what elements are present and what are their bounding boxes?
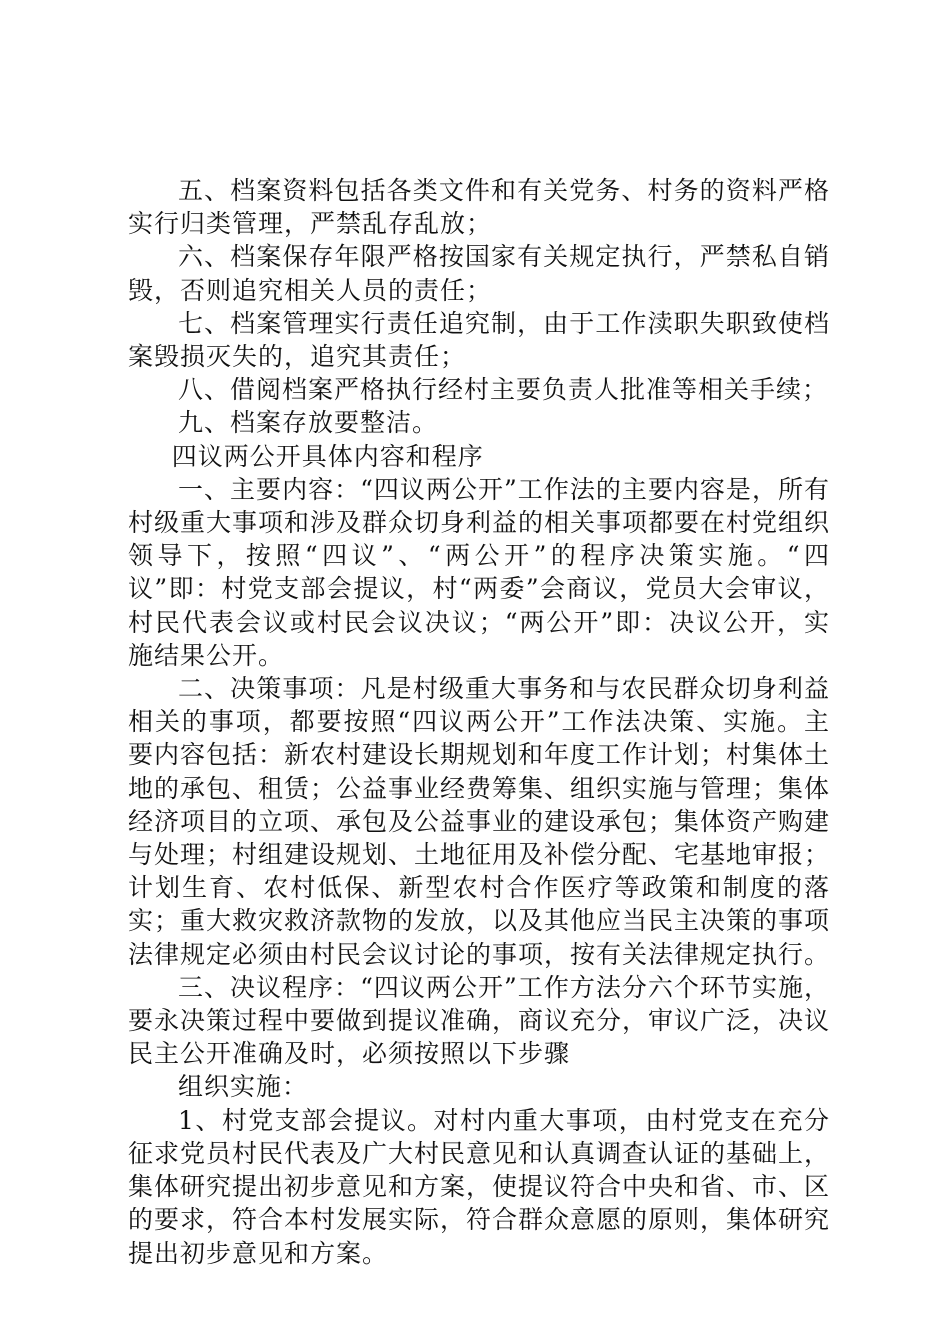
paragraph-archive-rule-8: 八、借阅档案严格执行经村主要负责人批准等相关手续； bbox=[178, 375, 829, 405]
paragraph-decision-items: 二、决策事项：凡是村级重大事务和与农民群众切身利益相关的事项，都要按照“四议两公开”工作法决策、实施。主要内容包括：新农村建设长期规划和年度工作计划；村集体土地的承包、租赁；公益事业经费筹集、组织实施与管理；集体经济项目的立项、承包及公益事业的建设承包；集体资产购建与处理；村组建设规划、土地征用及补偿分配、宅基地审报；计划生育、农村低保、新型农村合作医疗等政策和制度的落实；重大救灾救济款物的发放，以及其他应当民主决策的事项法律规定必须由村民会议讨论的事项，按有关法律规定执行。 bbox=[128, 674, 831, 969]
paragraph-archive-rule-6: 六、档案保存年限严格按国家有关规定执行，严禁私自销毁，否则追究相关人员的责任； bbox=[128, 242, 830, 305]
paragraph-resolution-procedure: 三、决议程序：“四议两公开”工作方法分六个环节实施，要永决策过程中要做到提议准确，商议充分，审议广泛，决议民主公开准确及时，必须按照以下步骤 bbox=[128, 972, 831, 1069]
paragraph-step-1: 1、村党支部会提议。对村内重大事项，由村党支在充分征求党员村民代表及广大村民意见和认真调查认证的基础上，集体研究提出初步意见和方案，使提议符合中央和省、市、区的要求，符合本村发展实际，符合群众意愿的原则，集体研究提出初步意见和方案。 bbox=[128, 1105, 831, 1268]
section-heading: 四议两公开具体内容和程序 bbox=[171, 441, 484, 471]
paragraph-organize-implementation: 组织实施： bbox=[178, 1072, 309, 1102]
paragraph-archive-rule-7: 七、档案管理实行责任追究制，由于工作渎职失职致使档案毁损灭失的，追究其责任； bbox=[128, 308, 830, 372]
document-page bbox=[128, 174, 830, 1270]
paragraph-archive-rule-5: 五、档案资料包括各类文件和有关党务、村务的资料严格实行归类管理，严禁乱存乱放； bbox=[128, 176, 830, 239]
paragraph-archive-rule-9: 九、档案存放要整洁。 bbox=[178, 408, 439, 438]
paragraph-main-content: 一、主要内容：“四议两公开”工作法的主要内容是，所有村级重大事项和涉及群众切身利益的相关事项都要在村党组织领导下，按照“四议”、“两公开”的程序决策实施。“四议”即：村党支部会提议，村“两委”会商议，党员大会审议，村民代表会议或村民会议决议；“两公开”即：决议公开，实施结果公开。 bbox=[128, 474, 831, 670]
